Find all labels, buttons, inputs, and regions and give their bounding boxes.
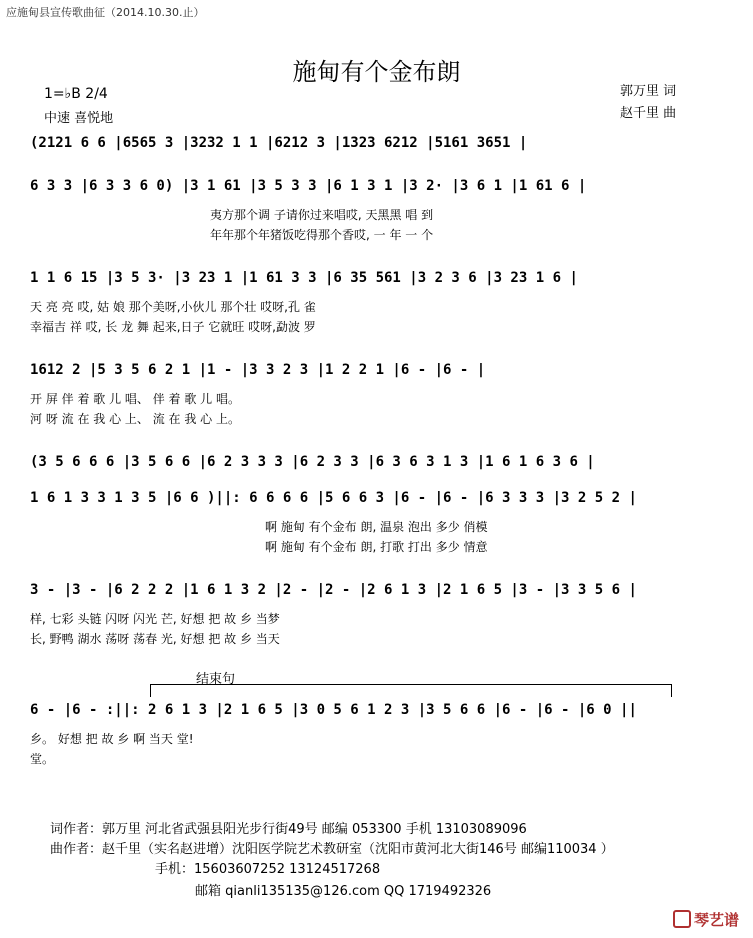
logo-icon <box>673 910 691 928</box>
composer-credit: 赵千里 曲 <box>620 106 677 121</box>
notation-line: 3 - |3 - |6 2 2 2 |1 6 1 3 2 |2 - |2 - |2 6 1 3 |2 1 6 5 |3 - |3 3 5 6 | <box>30 582 637 598</box>
lyric-line: 开 屏 伴 着 歌 儿 唱、 伴 着 歌 儿 唱。 <box>30 392 240 406</box>
lyric-line: 幸福吉 祥 哎, 长 龙 舞 起来,日子 它就旺 哎呀,勐波 罗 <box>30 320 316 334</box>
tempo-marking: 中速 喜悦地 <box>44 111 114 126</box>
ending-label: 结束句 <box>196 672 236 687</box>
lyric-line: 啊 施甸 有个金布 朗, 打歌 打出 多少 情意 <box>265 540 488 554</box>
lyric-line: 河 呀 流 在 我 心 上、 流 在 我 心 上。 <box>30 412 240 426</box>
lyric-line: 长, 野鸭 湖水 荡呀 荡春 光, 好想 把 故 乡 当天 <box>30 632 280 646</box>
lyric-line: 堂。 <box>30 752 55 766</box>
site-logo <box>673 909 739 930</box>
ending-bracket <box>150 684 672 697</box>
lyric-line: 乡。 好想 把 故 乡 啊 当天 堂! <box>30 732 194 746</box>
footer-email: 邮箱 qianli135135@126.com QQ 1719492326 <box>195 884 492 899</box>
notation-line: (3 5 6 6 6 |3 5 6 6 |6 2 3 3 3 |6 2 3 3 |6 3 6 3 1 3 |1 6 1 6 3 6 | <box>30 454 595 470</box>
footer-phone: 手机：15603607252 13124517268 <box>155 862 381 877</box>
lyric-line: 年年那个年猪饭吃得那个香哎, 一 年 一 个 <box>210 228 434 242</box>
notation-line: 6 3 3 |6 3 3 6 0) |3 1 61 |3 5 3 3 |6 1 3 1 |3 2· |3 6 1 |1 61 6 | <box>30 178 587 194</box>
header-note: 应施甸县宣传歌曲征（2014.10.30.止） <box>6 6 205 19</box>
footer-composer: 曲作者：赵千里（实名赵进增）沈阳医学院艺术教研室（沈阳市黄河北大街146号 邮编110034 ） <box>50 842 614 857</box>
logo-text: 琴艺谱 <box>693 911 739 929</box>
notation-line: 1 1 6 15 |3 5 3· |3 23 1 |1 61 3 3 |6 35 561 |3 2 3 6 |3 23 1 6 | <box>30 270 578 286</box>
lyric-line: 天 亮 亮 哎, 姑 娘 那个美呀,小伙儿 那个壮 哎呀,孔 雀 <box>30 300 316 314</box>
lyric-line: 样, 七彩 头链 闪呀 闪光 芒, 好想 把 故 乡 当梦 <box>30 612 280 626</box>
notation-line: 1 6 1 3 3 1 3 5 |6 6 )||: 6 6 6 6 |5 6 6 3 |6 - |6 - |6 3 3 3 |3 2 5 2 | <box>30 490 637 506</box>
song-title: 施甸有个金布朗 <box>292 58 461 86</box>
notation-line: (2121 6 6 |6565 3 |3232 1 1 |6212 3 |1323 6212 |5161 3651 | <box>30 135 528 151</box>
lyric-line: 夷方那个调 子请你过来唱哎, 天黑黑 唱 到 <box>210 208 434 222</box>
lyric-line: 啊 施甸 有个金布 朗, 温泉 泡出 多少 俏模 <box>265 520 488 534</box>
footer-lyricist: 词作者：郭万里 河北省武强县阳光步行街49号 邮编 053300 手机 13103089096 <box>50 822 527 837</box>
lyricist-credit: 郭万里 词 <box>620 84 677 99</box>
notation-line: 6 - |6 - :||: 2 6 1 3 |2 1 6 5 |3 0 5 6 1 2 3 |3 5 6 6 |6 - |6 - |6 0 || <box>30 702 637 718</box>
key-signature: 1=♭B 2/4 <box>44 86 108 102</box>
notation-line: 1612 2 |5 3 5 6 2 1 |1 - |3 3 2 3 |1 2 2 1 |6 - |6 - | <box>30 362 486 378</box>
